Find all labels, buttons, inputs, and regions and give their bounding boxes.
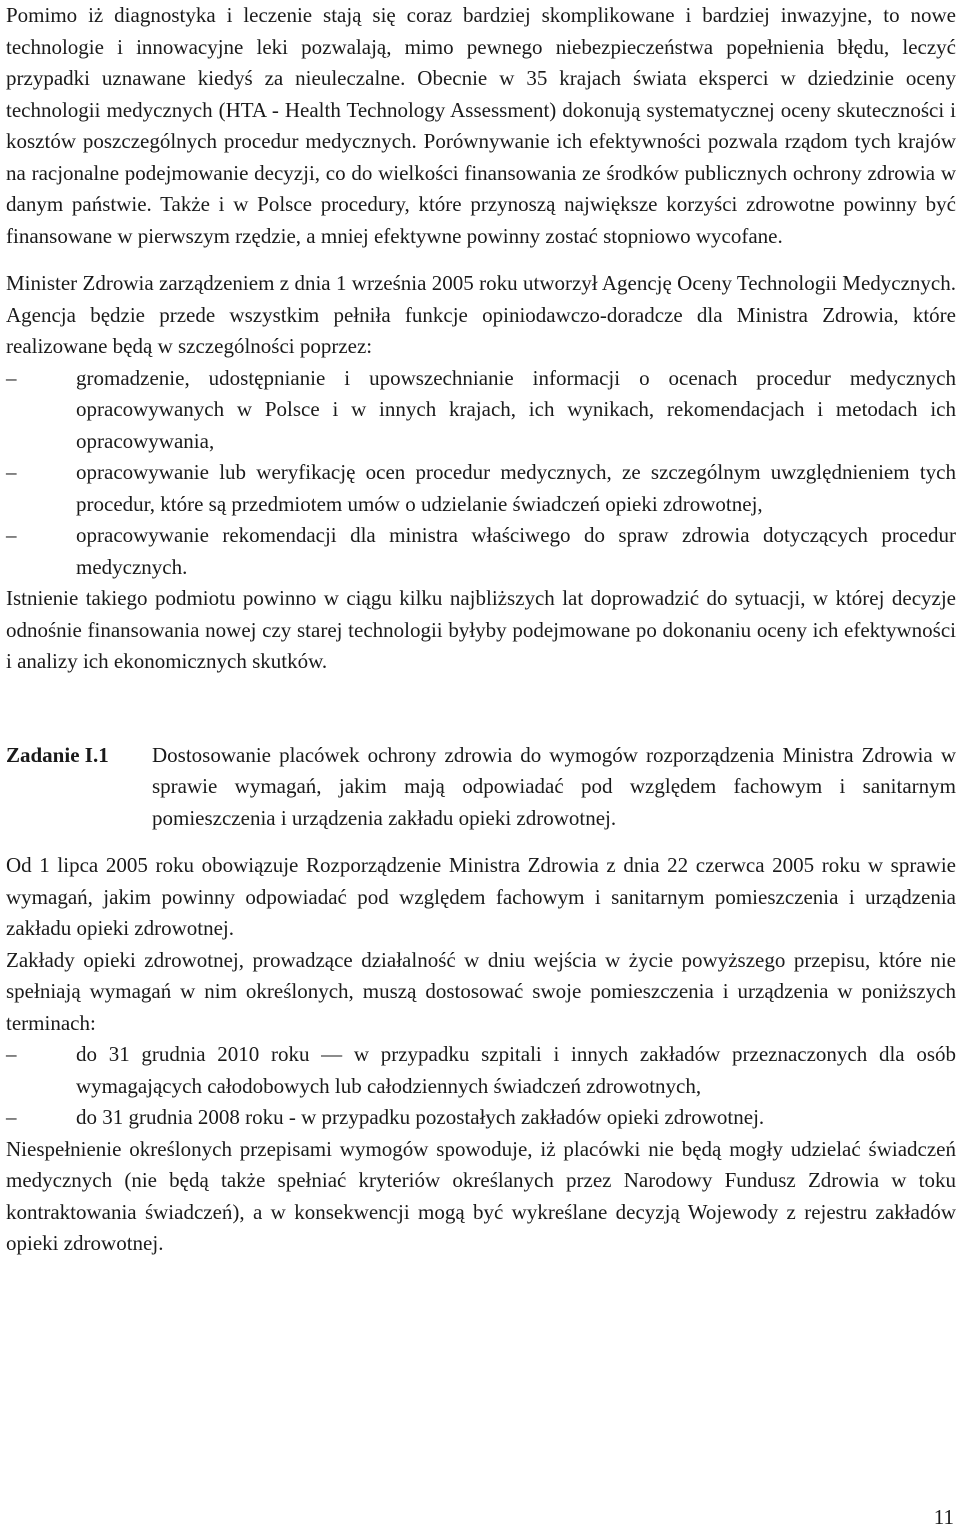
dash-icon: – [6, 365, 17, 390]
list-item [6, 1039, 956, 1102]
list-item-text: do 31 grudnia 2010 roku — w przypadku szpitali i innych zakładów przeznaczonych dla osób wymagających całodobowych lub całodziennych świadczeń zdrowotnych, [76, 1042, 956, 1098]
list-item-text: opracowywanie rekomendacji dla ministra właściwego do spraw zdrowia dotyczących procedur medycznych. [76, 523, 956, 579]
spacer [6, 678, 956, 740]
task-heading [6, 740, 956, 835]
intro-paragraph-3: Istnienie takiego podmiotu powinno w ciągu kilku najbliższych lat doprowadzić do sytuacji, w której decyzje odnośnie finansowania nowej czy starej technologii byłyby podejmowane po dokonaniu oceny ich efektywności i analizy ich ekonomicznych skutków. [6, 586, 956, 673]
dash-icon: – [6, 1105, 17, 1129]
section2-paragraph-1: Od 1 lipca 2005 roku obowiązuje Rozporządzenie Ministra Zdrowia z dnia 22 czerwca 2005 roku w sprawie wymagań, jakim powinny odpowiadać pod względem fachowym i sanitarnym pomieszczenia i urządzenia zakładu opieki zdrowotnej. [6, 853, 956, 940]
list-item-text: gromadzenie, udostępnianie i upowszechnianie informacji o ocenach procedur medycznych opracowywanych w Polsce i w innych krajach, ich wynikach, rekomendacjach i metodach ich opracowywania, [76, 365, 956, 453]
spacer [6, 834, 956, 850]
dash-icon: – [6, 460, 17, 484]
list-item-text: do 31 grudnia 2008 roku - w przypadku pozostałych zakładów opieki zdrowotnej. [76, 1105, 765, 1129]
dash-icon: – [6, 1042, 17, 1066]
list-item [6, 1102, 956, 1134]
section2-paragraph-2: Zakłady opieki zdrowotnej, prowadzące działalność w dniu wejścia w życie powyższego przepisu, które nie spełniają wymagań w nim określonych, muszą dostosować swoje pomieszczenia i urządzenia w poniższych terminach: [6, 947, 956, 1035]
task-title: Dostosowanie placówek ochrony zdrowia do wymogów rozporządzenia Ministra Zdrowia w sprawie wymagań, jakim mają odpowiadać pod względem fachowym i sanitarnym pomieszczenia i urządzenia zakładu opieki zdrowotnej. [152, 742, 956, 830]
spacer [6, 252, 956, 268]
deadlines-list [6, 1039, 956, 1134]
intro-paragraph-1: Pomimo iż diagnostyka i leczenie stają się coraz bardziej skomplikowane i bardziej inwazyjne, to nowe technologie i innowacyjne leki pozwalają, mimo pewnego niebezpieczeństwa popełnienia błędu, leczyć przypadki uznawane kiedyś za nieuleczalne. Obecnie w 35 krajach świata eksperci w dziedzinie oceny technologii medycznych (HTA - Health Technology Assessment) dokonują systematycznej oceny skuteczności i kosztów poszczególnych procedur medycznych. Porównywanie ich efektywności pozwala rządom tych krajów na racjonalne podejmowanie decyzji, co do wielkości finansowania ze środków publicznych ochrony zdrowia w danym państwie. Także i w Polsce procedury, które przynoszą największe korzyści zdrowotne powinny być finansowane w pierwszym rzędzie, a mniej efektywne powinny zostać stopniowo wycofane. [6, 3, 956, 248]
intro-paragraph-2: Minister Zdrowia zarządzeniem z dnia 1 września 2005 roku utworzył Agencję Oceny Technologii Medycznych. Agencja będzie przede wszystkim pełniła funkcje opiniodawczo-doradcze dla Ministra Zdrowia, które realizowane będą w szczególności poprzez: [6, 271, 956, 358]
page-content [6, 0, 956, 1260]
list-item [6, 457, 956, 520]
list-item [6, 363, 956, 458]
page-number: 11 [933, 1504, 954, 1529]
list-item-text: opracowywanie lub weryfikację ocen procedur medycznych, ze szczególnym uwzględnieniem tych procedur, które są przedmiotem umów o udzielanie świadczeń opieki zdrowotnej, [76, 460, 956, 516]
task-label: Zadanie I.1 [6, 742, 109, 767]
list-item [6, 520, 956, 583]
section2-paragraph-3: Niespełnienie określonych przepisami wymogów spowoduje, iż placówki nie będą mogły udzielać świadczeń medycznych (nie będą także spełniać kryteriów określanych przez Narodowy Fundusz Zdrowia w toku kontraktowania świadczeń), a w konsekwencji mogą być wykreślane decyzją Wojewody z rejestru zakładów opieki zdrowotnej. [6, 1136, 956, 1255]
dash-icon: – [6, 523, 17, 547]
agency-functions-list [6, 363, 956, 584]
